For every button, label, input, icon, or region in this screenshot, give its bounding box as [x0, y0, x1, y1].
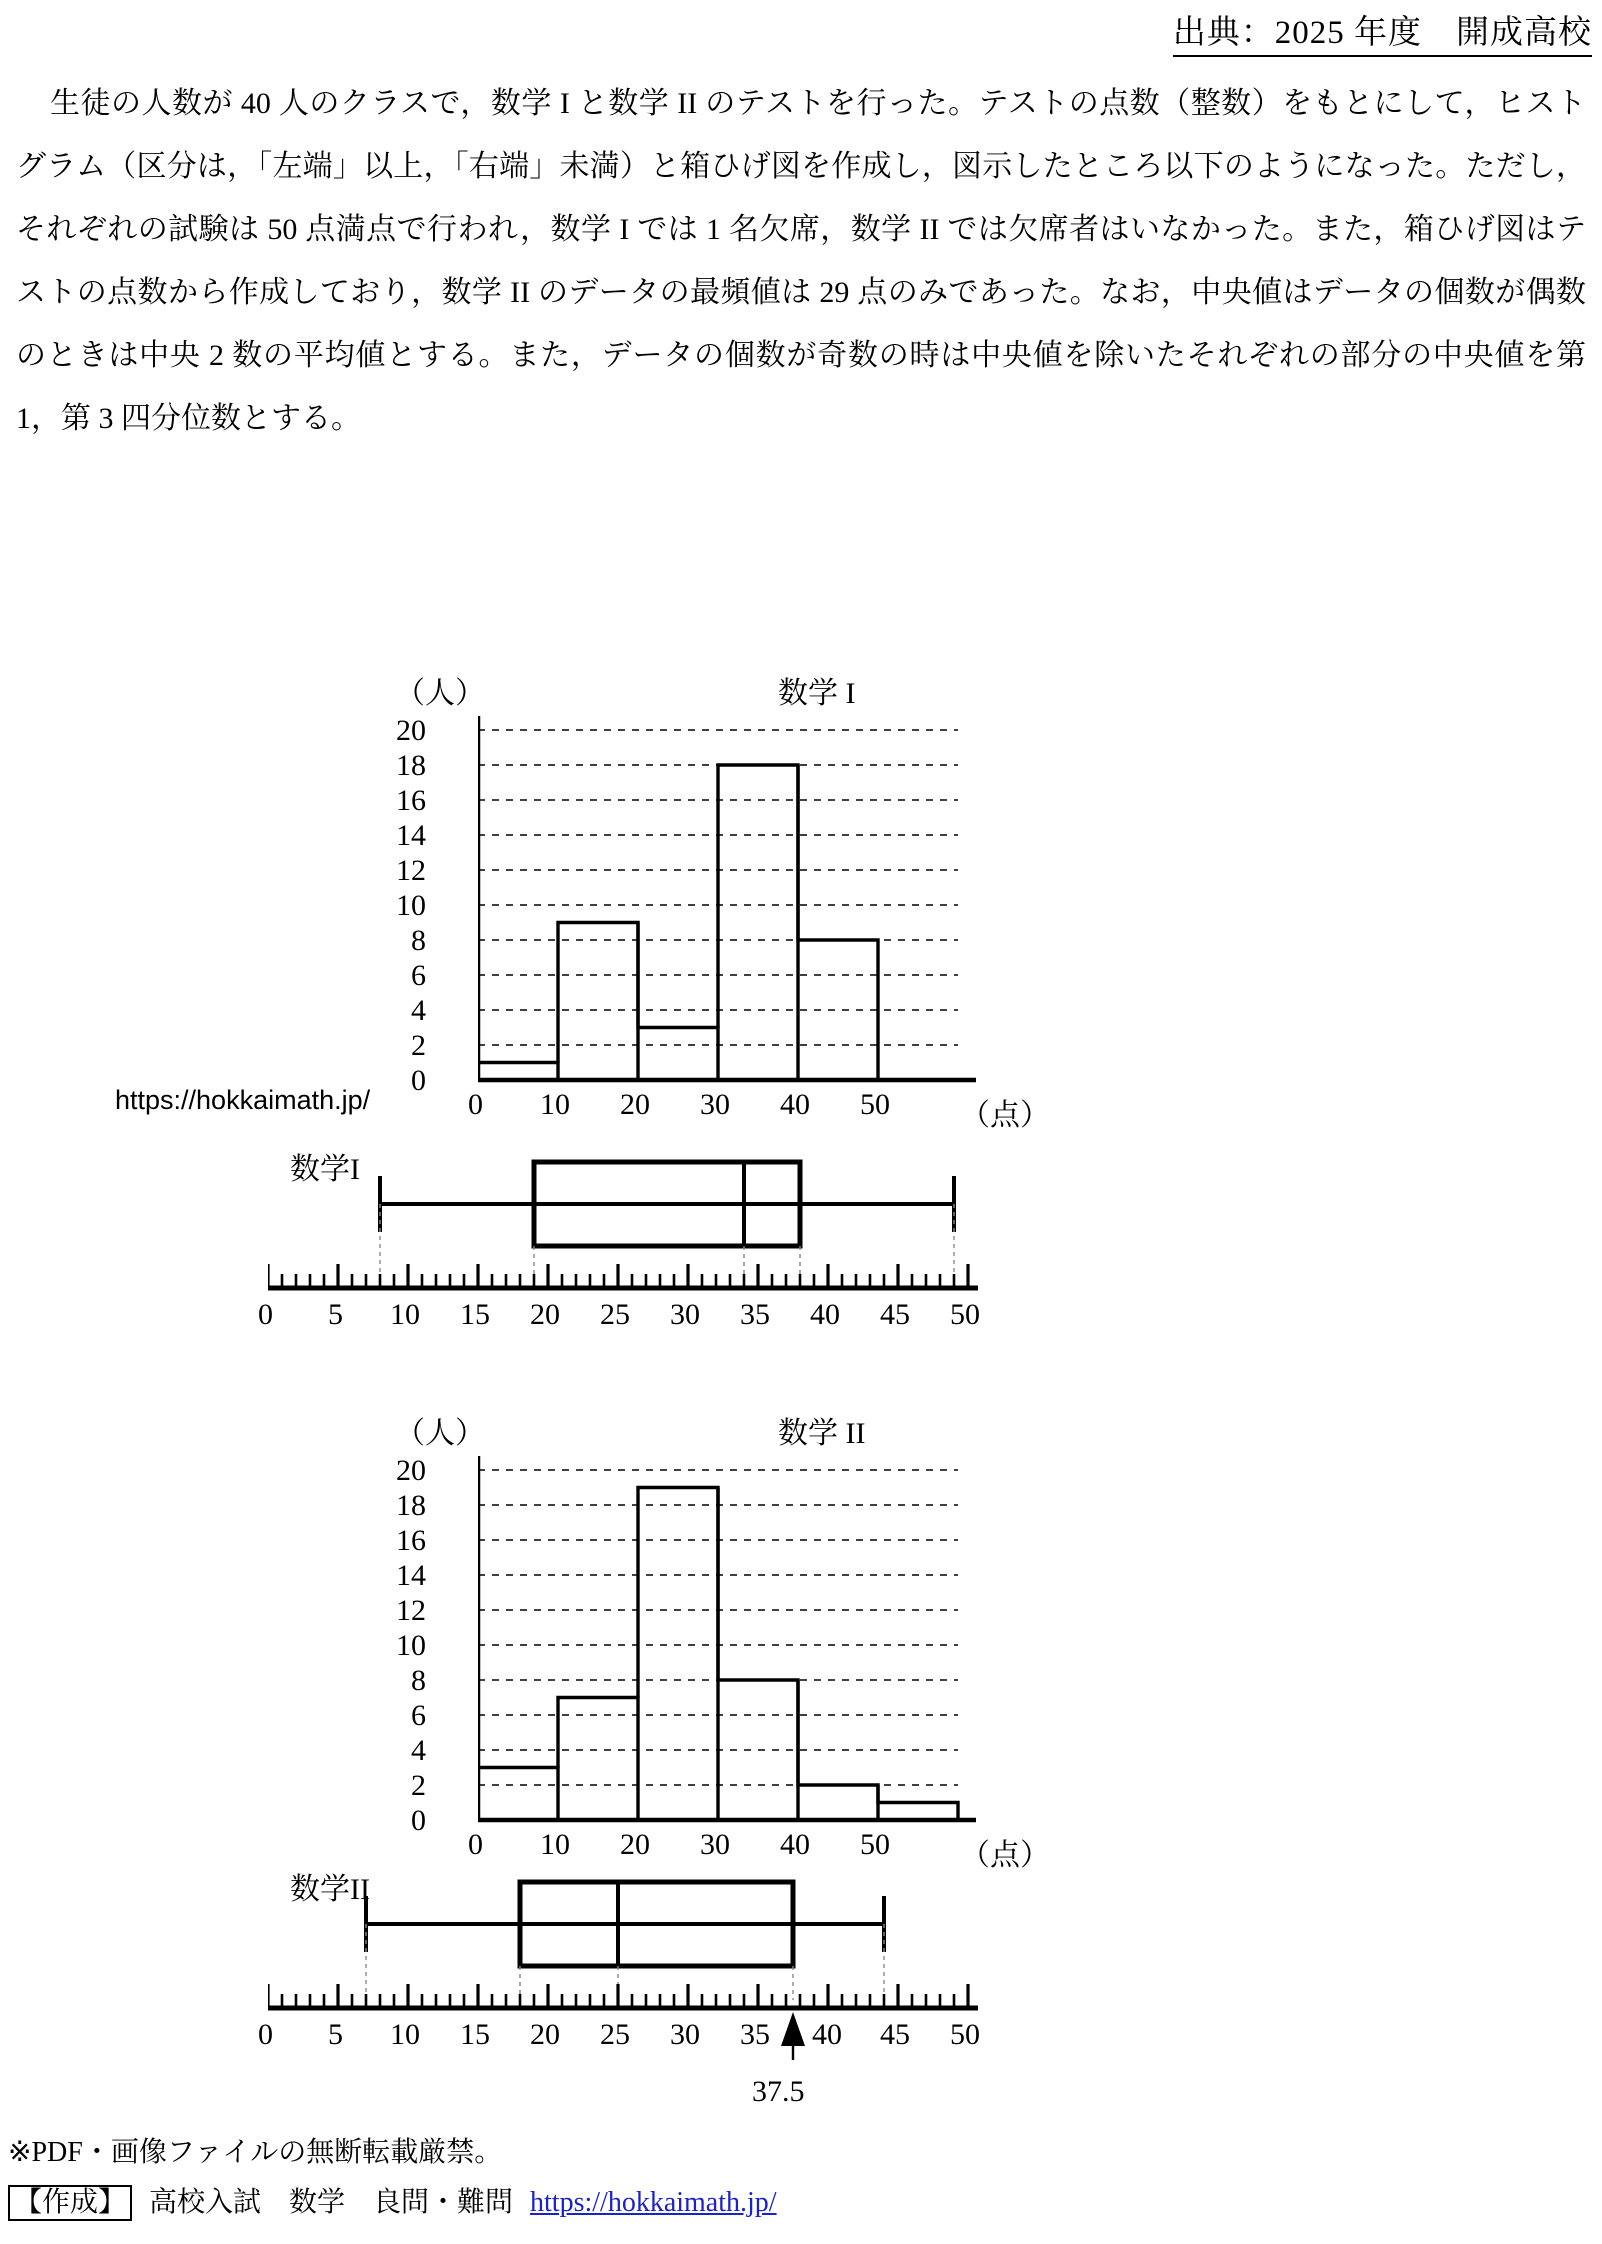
hist2-xtick-10: 10 [540, 1828, 570, 1861]
hist1-ytick-8: 8 [411, 924, 426, 957]
box2-xtick-30: 30 [670, 2018, 700, 2051]
box1-xtick-35: 35 [740, 1298, 770, 1331]
hist2-xtick-20: 20 [620, 1828, 650, 1861]
boxplot-math1 [0, 1140, 1602, 1370]
box2-xtick-35: 35 [740, 2018, 770, 2051]
box2-xtick-45: 45 [880, 2018, 910, 2051]
hist2-ytick-0: 0 [411, 1804, 426, 1837]
q3-pointer-arrow [781, 2012, 805, 2060]
hist2-title: 数学 II [778, 1417, 866, 1450]
hist1-ytick-12: 12 [396, 854, 426, 887]
hist1-xtick-20: 20 [620, 1088, 650, 1121]
footer-credit-text: 高校入試 数学 良問・難問 [149, 2187, 514, 2218]
hist2-y-unit: （人） [395, 1417, 485, 1450]
hist2-ytick-2: 2 [411, 1769, 426, 1802]
box1-xtick-5: 5 [328, 1298, 343, 1331]
box2-xtick-15: 15 [460, 2018, 490, 2051]
hist1-ytick-20: 20 [396, 714, 426, 747]
footer-notice: ※PDF・画像ファイルの無断転載厳禁。 [8, 2137, 503, 2168]
hist1-y-unit: （人） [395, 677, 485, 710]
box2-xtick-20: 20 [530, 2018, 560, 2051]
hist1-ytick-16: 16 [396, 784, 426, 817]
box1-xtick-25: 25 [600, 1298, 630, 1331]
hist2-ytick-16: 16 [396, 1524, 426, 1557]
hist2-xtick-40: 40 [780, 1828, 810, 1861]
hist2-ytick-4: 4 [411, 1734, 426, 1767]
box1-xtick-20: 20 [530, 1298, 560, 1331]
box1-xtick-50: 50 [950, 1298, 980, 1331]
box2-xtick-0: 0 [258, 2018, 273, 2051]
hist1-ytick-2: 2 [411, 1029, 426, 1062]
box1-series-label: 数学I [290, 1153, 360, 1186]
box2-xtick-10: 10 [390, 2018, 420, 2051]
box2-xtick-25: 25 [600, 2018, 630, 2051]
boxplot-math2 [0, 1860, 1602, 2120]
hist1-xtick-50: 50 [860, 1088, 890, 1121]
histogram-math1 [0, 660, 1602, 1140]
hist2-ytick-10: 10 [396, 1629, 426, 1662]
hist2-xtick-50: 50 [860, 1828, 890, 1861]
hist2-ytick-6: 6 [411, 1699, 426, 1732]
hist2-xtick-0: 0 [468, 1828, 483, 1861]
box2-q3-annotation: 37.5 [752, 2075, 805, 2108]
box1-xtick-10: 10 [390, 1298, 420, 1331]
hist1-x-unit: （点） [960, 1099, 1050, 1132]
footer-tag: 【作成】 [8, 2185, 132, 2221]
hist2-ytick-20: 20 [396, 1454, 426, 1487]
hist1-ytick-18: 18 [396, 749, 426, 782]
box2-series-label: 数学II [290, 1873, 370, 1906]
box2-xtick-5: 5 [328, 2018, 343, 2051]
hist2-x-unit: （点） [960, 1839, 1050, 1872]
hist2-ytick-12: 12 [396, 1594, 426, 1627]
histogram-math2 [0, 1400, 1602, 1880]
hist2-ytick-18: 18 [396, 1489, 426, 1522]
source-line: 出典：2025 年度 開成高校 [1173, 6, 1592, 57]
box1-xtick-40: 40 [810, 1298, 840, 1331]
box1-xtick-15: 15 [460, 1298, 490, 1331]
hist1-ytick-14: 14 [396, 819, 426, 852]
box1-xtick-0: 0 [258, 1298, 273, 1331]
watermark-url: https://hokkaimath.jp/ [115, 1085, 371, 1115]
hist2-xtick-30: 30 [700, 1828, 730, 1861]
hist1-title: 数学 I [778, 677, 856, 710]
hist1-plot [478, 710, 978, 1090]
hist2-plot [478, 1450, 978, 1830]
box2-xtick-40: 40 [812, 2018, 842, 2051]
box2-xtick-50: 50 [950, 2018, 980, 2051]
hist1-xtick-40: 40 [780, 1088, 810, 1121]
footer-link[interactable]: https://hokkaimath.jp/ [530, 2187, 777, 2218]
hist1-ytick-6: 6 [411, 959, 426, 992]
hist1-ytick-4: 4 [411, 994, 426, 1027]
hist1-xtick-30: 30 [700, 1088, 730, 1121]
hist1-xtick-0: 0 [468, 1088, 483, 1121]
box1-xtick-30: 30 [670, 1298, 700, 1331]
box1-xtick-45: 45 [880, 1298, 910, 1331]
hist1-xtick-10: 10 [540, 1088, 570, 1121]
hist1-ytick-10: 10 [396, 889, 426, 922]
hist2-ytick-14: 14 [396, 1559, 426, 1592]
hist2-ytick-8: 8 [411, 1664, 426, 1697]
problem-statement: 生徒の人数が 40 人のクラスで，数学 I と数学 II のテストを行った。テストの点数（整数）をもとにして，ヒストグラム（区分は，「左端」以上，「右端」未満）と箱ひげ図を作成し，図示したところ以下のようになった。ただし，それぞれの試験は 50 点満点で行われ，数学 I では 1 名欠席，数学 II では欠席者はいなかった。また，箱ひげ図はテストの点数から作成しており，数学 II のデータの最頻値は 29 点のみであった。なお，中央値はデータの個数が偶数のときは中央 2 数の平均値とする。また，データの個数が奇数の時は中央値を除いたそれぞれの部分の中央値を第 1，第 3 四分位数とする。 [16, 87, 1586, 435]
hist1-ytick-0: 0 [411, 1064, 426, 1097]
footer-credit-line [8, 2180, 777, 2221]
